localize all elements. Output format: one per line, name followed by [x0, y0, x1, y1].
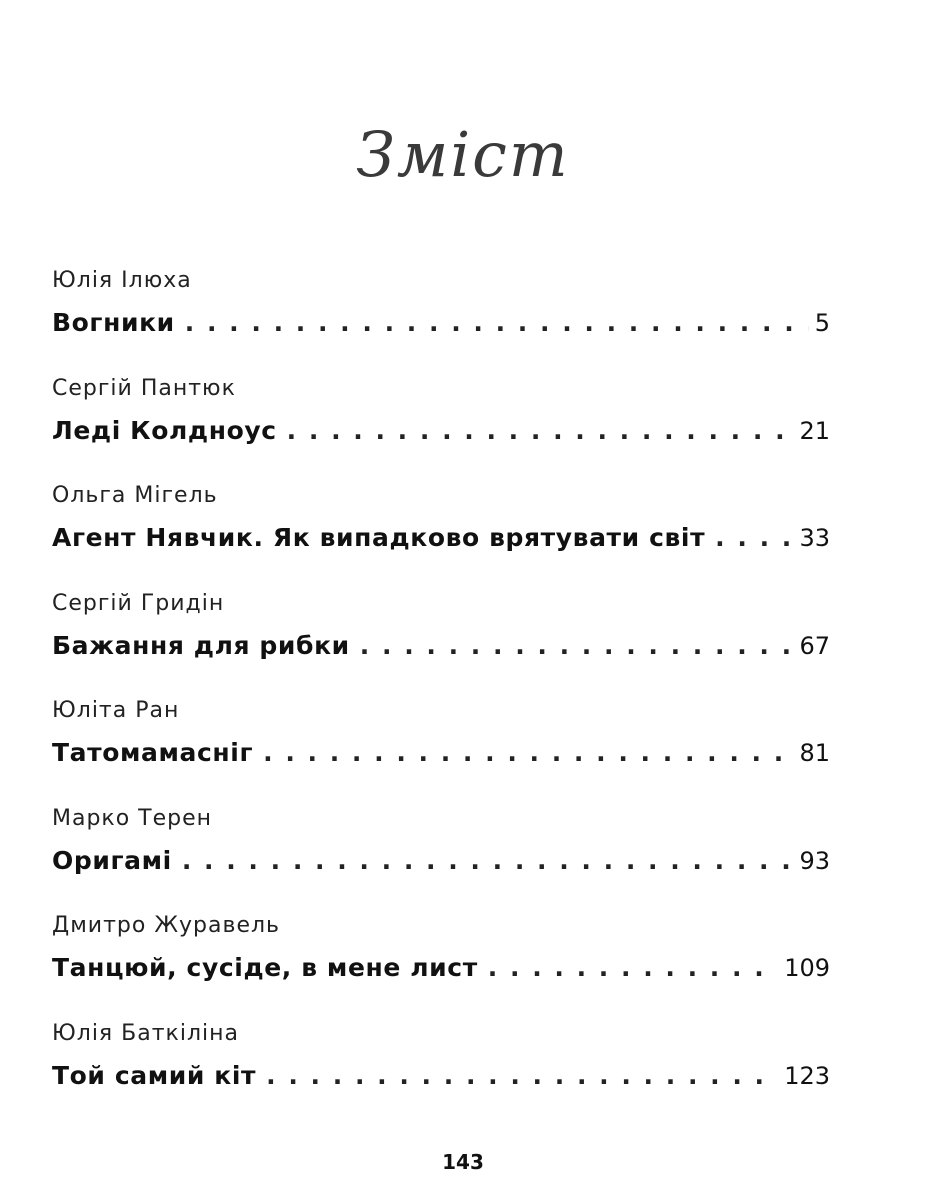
- toc-entry: [52, 913, 830, 1021]
- entry-line: [52, 416, 830, 452]
- page-number: 143: [442, 1150, 484, 1174]
- entry-page-number: 109: [784, 954, 830, 982]
- entry-author: Юліта Ран: [52, 698, 180, 723]
- entry-author: Сергій Гридін: [52, 590, 225, 616]
- entry-title: Танцюй, сусіде, в мене лист: [52, 953, 478, 982]
- dot-leader: [175, 308, 809, 337]
- page-title: Зміст: [356, 118, 570, 191]
- dot-leader: [478, 953, 778, 982]
- entry-page-number: 21: [799, 416, 830, 445]
- entry-line: [52, 738, 830, 774]
- dot-leader: [350, 631, 794, 660]
- entry-author: Ольга Мігель: [52, 483, 218, 508]
- entry-author: Юлія Баткіліна: [52, 1020, 239, 1046]
- entry-page-number: 5: [814, 309, 830, 337]
- entry-page-number: 81: [799, 739, 830, 767]
- toc-entry: [52, 268, 830, 376]
- toc-entry: [52, 483, 830, 591]
- entry-line: [52, 953, 830, 989]
- entry-page-number: 33: [799, 524, 830, 552]
- dot-leader: [253, 738, 793, 767]
- entry-title: Леді Колдноус: [52, 415, 277, 445]
- entry-line: [52, 1061, 830, 1097]
- entry-title: Оригамі: [52, 845, 172, 875]
- entry-page-number: 67: [799, 631, 830, 660]
- entry-title: Татомамасніг: [52, 738, 254, 767]
- toc-entry: [52, 1021, 830, 1129]
- entry-title: Вогники: [52, 308, 175, 337]
- toc-entry: [52, 376, 830, 484]
- entry-title: Агент Нявчик. Як випадково врятувати світ: [52, 523, 706, 552]
- entry-page-number: 123: [784, 1061, 830, 1090]
- entry-line: [52, 308, 830, 344]
- dot-leader: [277, 416, 794, 445]
- entry-author: Сергій Пантюк: [52, 375, 236, 401]
- entry-line: [52, 631, 830, 667]
- entry-line: [52, 523, 830, 559]
- entry-title: Бажання для рибки: [52, 630, 350, 660]
- dot-leader: [172, 846, 794, 875]
- dot-leader: [256, 1061, 778, 1090]
- entry-page-number: 93: [799, 846, 830, 875]
- toc-entry: [52, 698, 830, 806]
- toc-entry: [52, 806, 830, 914]
- entry-title: Той самий кіт: [52, 1060, 257, 1090]
- dot-leader: [705, 523, 793, 552]
- entry-author: Марко Терен: [52, 805, 213, 831]
- toc-entry: [52, 591, 830, 699]
- entry-author: Юлія Ілюха: [52, 268, 192, 293]
- entry-line: [52, 846, 830, 882]
- entry-author: Дмитро Журавель: [52, 913, 281, 938]
- table-of-contents: [52, 268, 830, 1128]
